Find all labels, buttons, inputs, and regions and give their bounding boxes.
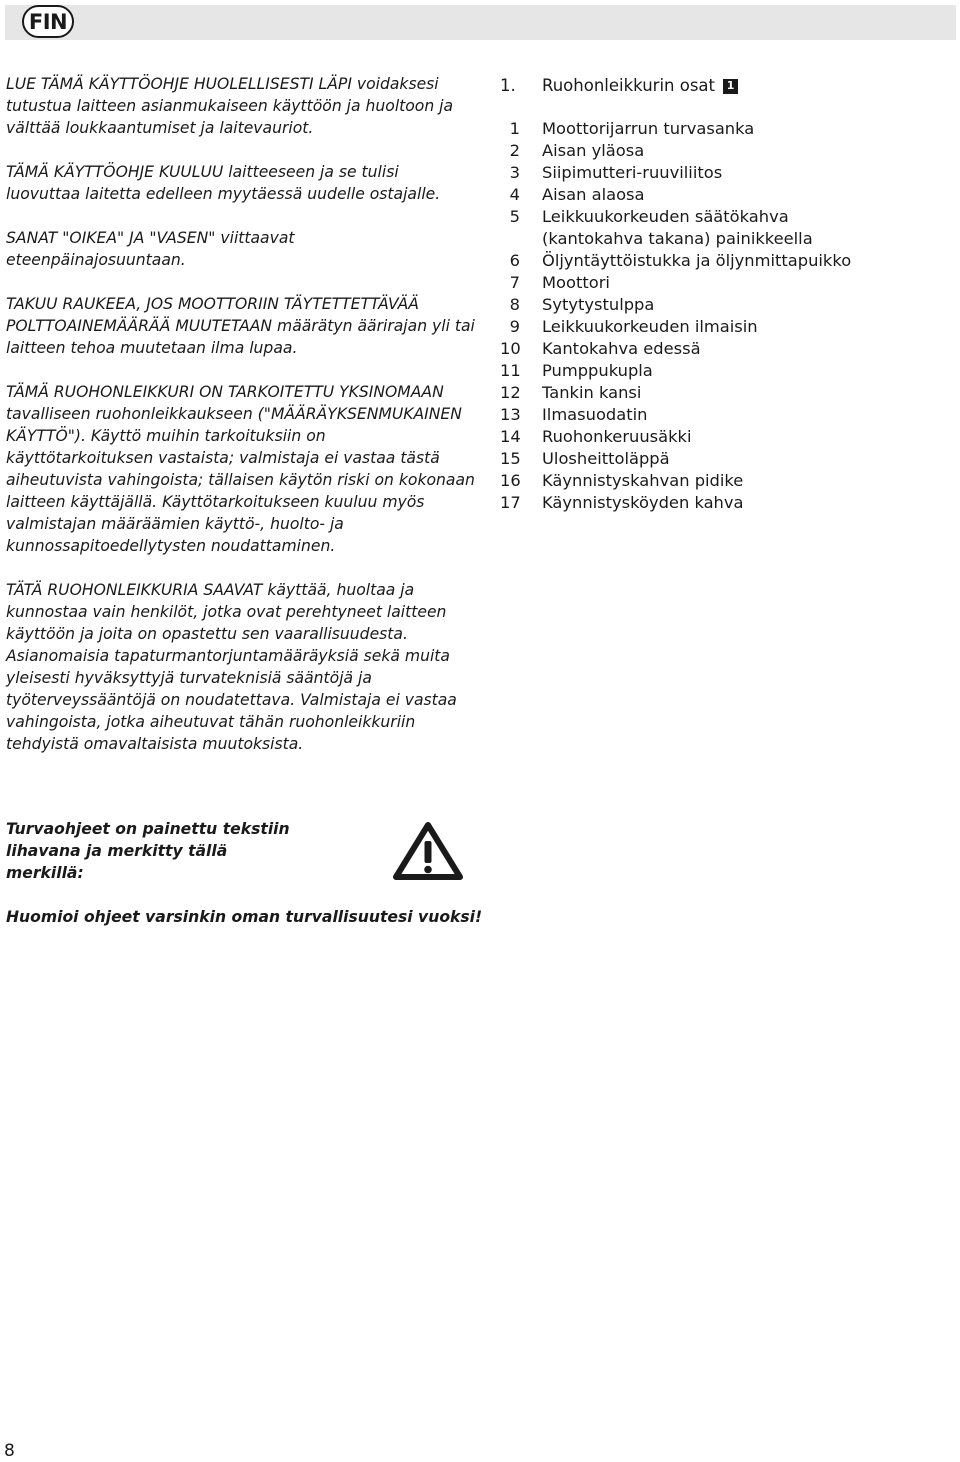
part-number: 3 bbox=[509, 163, 520, 182]
part-number: 8 bbox=[509, 295, 520, 314]
part-list-item bbox=[500, 162, 940, 184]
intro-paragraph: TÄMÄ KÄYTTÖOHJE KUULUU laitteeseen ja se tulisi luovuttaa laitetta edelleen myytäessä uudelle ostajalle. bbox=[6, 163, 441, 203]
part-label: Sytytystulppa bbox=[542, 295, 655, 314]
part-label: Ruohonkeruusäkki bbox=[542, 427, 692, 446]
part-number: 15 bbox=[500, 449, 521, 468]
part-list-item bbox=[500, 118, 940, 140]
part-number: 6 bbox=[509, 251, 520, 270]
part-list-item bbox=[500, 140, 940, 162]
part-list-item bbox=[500, 448, 940, 470]
part-list-item bbox=[500, 426, 940, 448]
safety-note: Turvaohjeet on painettu tekstiin lihavana ja merkitty tällä merkillä: bbox=[6, 820, 290, 882]
intro-paragraph: TÄMÄ RUOHONLEIKKURI ON TARKOITETTU YKSINOMAAN tavalliseen ruohonleikkaukseen ("MÄÄRÄYKSENMUKAINEN KÄYTTÖ"). Käyttö muihin tarkoituksiin on käyttötarkoituksen vastaista; valmistaja ei vastaa tästä aiheutuvista vahingoista; tällaisen käytön riski on kokonaan laitteen käyttäjällä. Käyttötarkoitukseen kuuluu myös valmistajan määräämien käyttö-, huolto- ja kunnossapitoedellytysten noudattaminen. bbox=[6, 383, 475, 555]
part-number: 7 bbox=[509, 273, 520, 292]
part-label: Leikkuukorkeuden ilmaisin bbox=[542, 317, 758, 336]
part-list-item bbox=[500, 382, 940, 404]
part-label: Kantokahva edessä bbox=[542, 339, 701, 358]
intro-paragraph: TÄTÄ RUOHONLEIKKURIA SAAVAT käyttää, huoltaa ja kunnostaa vain henkilöt, jotka ovat perehtyneet laitteen käyttöön ja joita on opastettu sen vaarallisuudesta. Asianomaisia tapaturmantorjuntamääräyksiä sekä muita yleisesti hyväksyttyjä turvateknisiä sääntöjä ja työterveyssääntöjä on noudatettava. Valmistaja ei vastaa vahingoista, jotka aiheutuvat tähän ruohonleikkuriin tehdyistä omavaltaisista muutoksista. bbox=[6, 581, 457, 753]
language-badge: FIN bbox=[22, 5, 74, 38]
part-list-item bbox=[500, 272, 940, 294]
part-list-item bbox=[500, 294, 940, 316]
part-number: 14 bbox=[500, 427, 521, 446]
part-list-item bbox=[500, 250, 940, 272]
part-label: Käynnistyskahvan pidike bbox=[542, 471, 744, 490]
part-list-item bbox=[500, 206, 940, 250]
final-note: Huomioi ohjeet varsinkin oman turvallisuutesi vuoksi! bbox=[6, 908, 483, 926]
intro-column bbox=[6, 73, 476, 755]
part-label: Leikkuukorkeuden säätökahva (kantokahva takana) painikkeella bbox=[542, 207, 813, 248]
part-list-item bbox=[500, 316, 940, 338]
section-heading bbox=[500, 75, 738, 97]
page-number: 8 bbox=[4, 1441, 15, 1461]
part-list-item bbox=[500, 338, 940, 360]
part-number: 9 bbox=[509, 317, 520, 336]
intro-paragraph: TAKUU RAUKEEA, JOS MOOTTORIIN TÄYTETTETTÄVÄÄ POLTTOAINEMÄÄRÄÄ MUUTETAAN määrätyn äärirajan yli tai laitteen tehoa muutetaan ilma lupaa. bbox=[6, 295, 475, 357]
part-list-item bbox=[500, 470, 940, 492]
part-number: 13 bbox=[500, 405, 521, 424]
part-label: Ilmasuodatin bbox=[542, 405, 648, 424]
part-label: Aisan yläosa bbox=[542, 141, 645, 160]
section-number: 1. bbox=[500, 76, 516, 95]
part-number: 2 bbox=[509, 141, 520, 160]
part-label: Moottori bbox=[542, 273, 610, 292]
parts-list bbox=[500, 118, 940, 514]
part-label: Ulosheittoläppä bbox=[542, 449, 670, 468]
part-list-item bbox=[500, 360, 940, 382]
part-list-item bbox=[500, 184, 940, 206]
section-title: Ruohonleikkurin osat bbox=[542, 76, 716, 95]
part-label: Aisan alaosa bbox=[542, 185, 645, 204]
part-number: 4 bbox=[509, 185, 520, 204]
part-label: Siipimutteri-ruuviliitos bbox=[542, 163, 723, 182]
header-bar bbox=[5, 5, 956, 40]
part-number: 16 bbox=[500, 471, 521, 490]
part-number: 12 bbox=[500, 383, 521, 402]
figure-reference-badge: 1 bbox=[723, 79, 738, 94]
part-label: Tankin kansi bbox=[542, 383, 642, 402]
part-label: Pumppukupla bbox=[542, 361, 653, 380]
part-number: 10 bbox=[500, 339, 521, 358]
part-number: 11 bbox=[500, 361, 521, 380]
part-list-item bbox=[500, 404, 940, 426]
part-number: 1 bbox=[509, 119, 520, 138]
part-number: 17 bbox=[500, 493, 521, 512]
intro-paragraph: SANAT "OIKEA" JA "VASEN" viittaavat eteenpäinajosuuntaan. bbox=[6, 229, 295, 269]
part-label: Moottorijarrun turvasanka bbox=[542, 119, 755, 138]
warning-triangle-icon bbox=[392, 821, 464, 881]
intro-paragraph: LUE TÄMÄ KÄYTTÖOHJE HUOLELLISESTI LÄPI voidaksesi tutustua laitteen asianmukaiseen käyttöön ja huoltoon ja välttää loukkaantumiset ja laitevauriot. bbox=[6, 75, 454, 137]
part-number: 5 bbox=[509, 207, 520, 226]
part-list-item bbox=[500, 492, 940, 514]
part-label: Öljyntäyttöistukka ja öljynmittapuikko bbox=[542, 251, 852, 270]
part-label: Käynnistysköyden kahva bbox=[542, 493, 744, 512]
